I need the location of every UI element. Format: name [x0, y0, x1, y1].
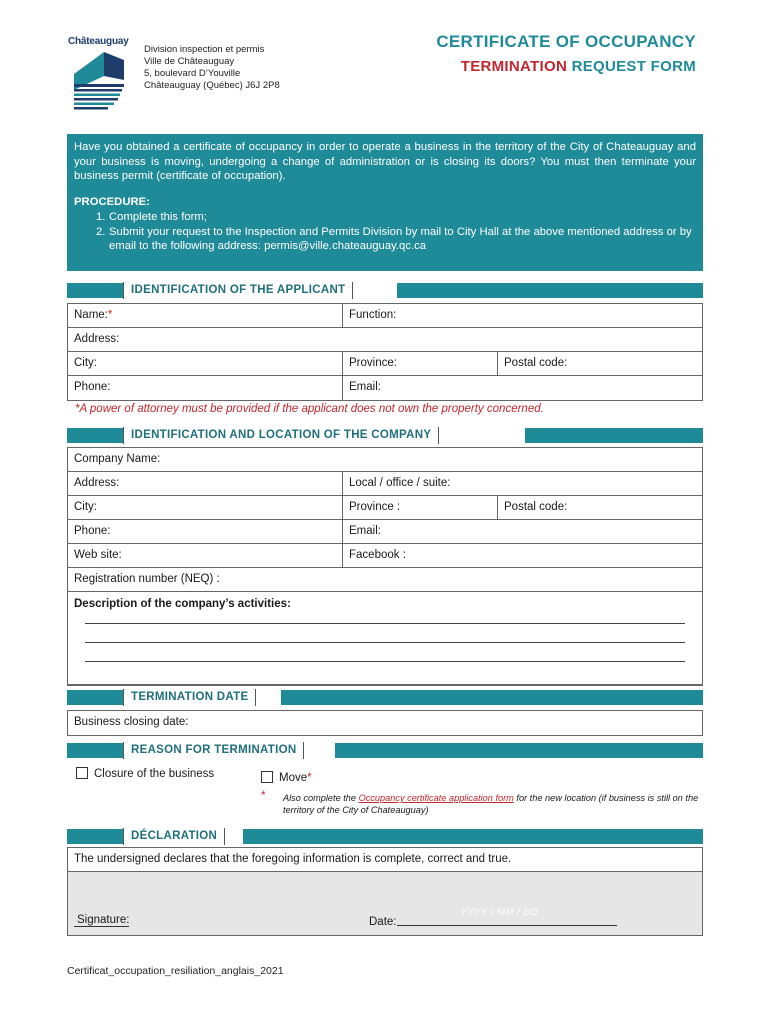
division-address: Division inspection et permis Ville de Châteauguay 5, boulevard D’Youville Châteauguay (Québec) J6J 2P8	[144, 44, 280, 91]
procedure-title: PROCEDURE:	[74, 195, 150, 208]
company-email-field[interactable]: Email:	[349, 525, 381, 537]
reason-options	[67, 760, 703, 828]
procedure-step: 2. Submit your request to the Inspection and Permits Division by mail to City Hall at the above mentioned address or by email to the following address: permis@ville.chateauguay.qc.ca	[96, 225, 692, 252]
signature-field[interactable]: Signature:	[74, 914, 129, 926]
company-city-field[interactable]: City:	[68, 496, 343, 519]
company-neq-field[interactable]: Registration number (NEQ) :	[74, 573, 220, 585]
procedure-step: 1. Complete this form;	[96, 211, 207, 223]
company-phone-field[interactable]: Phone:	[68, 520, 343, 543]
applicant-function-field[interactable]: Function:	[349, 309, 397, 321]
procedure-steps	[96, 210, 696, 254]
form-title-line2: TERMINATION REQUEST FORM	[460, 58, 696, 75]
occupancy-form-link[interactable]: Occupancy certificate application form	[358, 793, 514, 803]
company-local-field[interactable]: Local / office / suite:	[349, 477, 451, 489]
section-applicant-heading: IDENTIFICATION OF THE APPLICANT	[67, 282, 703, 299]
power-of-attorney-note: *A power of attorney must be provided if the applicant does not own the property concerned.	[75, 403, 544, 415]
description-label: Description of the company’s activities:	[74, 598, 291, 610]
company-facebook-field[interactable]: Facebook :	[349, 549, 406, 561]
declaration-text: The undersigned declares that the foregoing information is complete, correct and true.	[68, 848, 702, 872]
intro-text: Have you obtained a certificate of occupancy in order to operate a business in the territory of the City of Chateauguay and your business is moving, undergoing a change of administration or is closing its doors? You must then terminate your business permit (certificate of occupation).	[74, 141, 696, 182]
date-field[interactable]: Date: YYYY / MM / DD	[369, 914, 617, 928]
applicant-postal-field[interactable]: Postal code:	[504, 357, 568, 369]
section-declaration-heading: DÉCLARATION	[67, 828, 703, 845]
form-title-line1: CERTIFICATE OF OCCUPANCY	[436, 32, 696, 51]
move-option[interactable]: Move*	[261, 771, 312, 784]
termination-grid	[67, 710, 703, 736]
declaration-box	[67, 847, 703, 936]
description-line	[85, 623, 685, 624]
company-address-field[interactable]: Address:	[68, 472, 343, 495]
company-postal-field[interactable]: Postal code:	[504, 501, 568, 513]
company-province-field[interactable]: Province :	[343, 496, 498, 519]
section-company-heading: IDENTIFICATION AND LOCATION OF THE COMPANY	[67, 427, 703, 444]
footer-filename: Certificat_occupation_resiliation_anglais_2021	[67, 965, 284, 977]
company-website-field[interactable]: Web site:	[68, 544, 343, 567]
logo-icon	[68, 50, 126, 112]
description-line	[85, 661, 685, 662]
section-reason-heading: REASON FOR TERMINATION	[67, 742, 703, 759]
move-note-star: *	[261, 790, 266, 802]
applicant-phone-field[interactable]: Phone:	[68, 376, 343, 400]
applicant-email-field[interactable]: Email:	[349, 381, 381, 393]
move-checkbox[interactable]	[261, 771, 273, 783]
closure-option[interactable]: Closure of the business	[76, 767, 214, 780]
date-placeholder: YYYY / MM / DD	[460, 907, 539, 918]
description-line	[85, 642, 685, 643]
applicant-grid	[67, 303, 703, 401]
company-description-field[interactable]	[68, 592, 702, 685]
intro-panel	[67, 134, 703, 271]
closing-date-field[interactable]: Business closing date:	[74, 716, 189, 728]
applicant-address-field[interactable]: Address:	[74, 333, 120, 345]
applicant-name-field[interactable]: Name:*	[68, 304, 343, 327]
form-header	[0, 0, 770, 130]
move-note: Also complete the Occupancy certificate application form for the new location (if business is still on the territory of the City of Chateauguay)	[283, 793, 699, 815]
company-name-field[interactable]: Company Name:	[74, 453, 161, 465]
logo-name: Châteauguay	[68, 36, 129, 47]
closure-checkbox[interactable]	[76, 767, 88, 779]
applicant-province-field[interactable]: Province:	[343, 352, 498, 375]
city-logo	[68, 36, 130, 112]
company-grid	[67, 447, 703, 686]
section-termination-heading: TERMINATION DATE	[67, 689, 703, 706]
applicant-city-field[interactable]: City:	[68, 352, 343, 375]
